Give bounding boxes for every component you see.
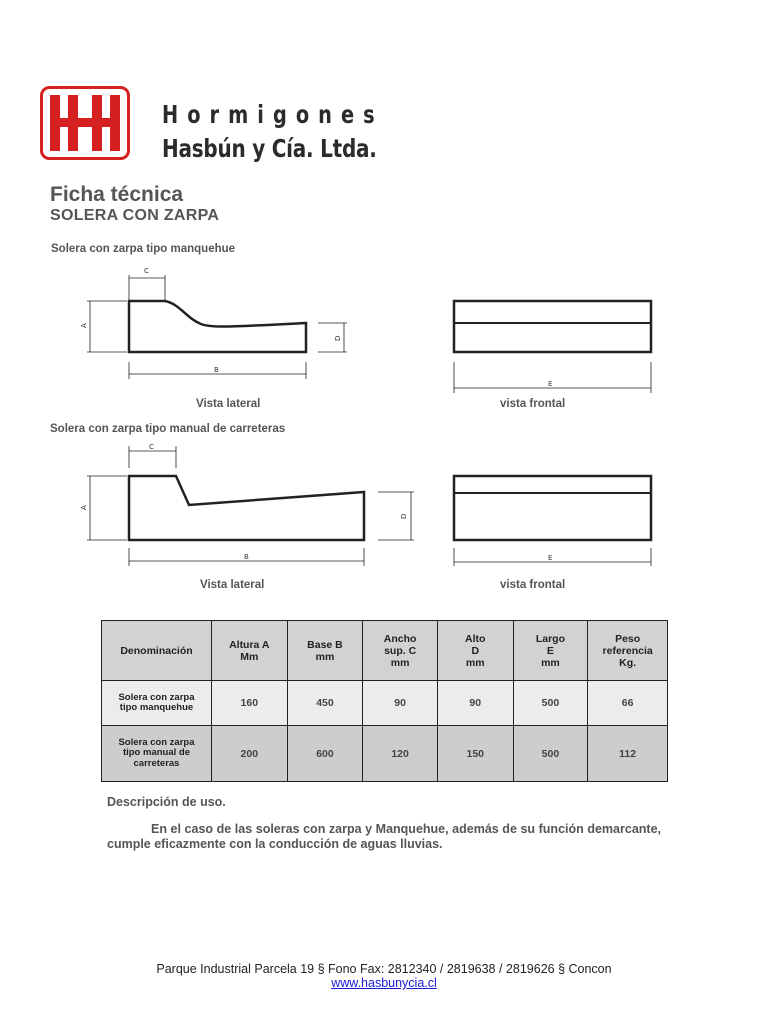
dim-c-label: C bbox=[149, 443, 154, 451]
drawing-carreteras-label: Solera con zarpa tipo manual de carreteras bbox=[50, 423, 286, 435]
table-cell: 450 bbox=[287, 681, 363, 726]
dim-b-label: B bbox=[244, 553, 249, 561]
carreteras-lateral-label: Vista lateral bbox=[200, 579, 265, 591]
table-cell: 200 bbox=[211, 726, 287, 782]
table-row bbox=[102, 726, 668, 782]
manquehue-frontal-label: vista frontal bbox=[500, 398, 566, 410]
manquehue-lateral-profile bbox=[129, 301, 306, 352]
manquehue-frontal-view bbox=[454, 301, 651, 352]
carreteras-frontal-view bbox=[454, 476, 651, 540]
table-header-cell: Largo E mm bbox=[513, 621, 588, 681]
table-header-row bbox=[102, 621, 668, 681]
table-cell: 600 bbox=[287, 726, 363, 782]
drawing-manquehue-label: Solera con zarpa tipo manquehue bbox=[51, 243, 236, 255]
dim-d-label: D bbox=[400, 513, 408, 519]
dim-d-label: D bbox=[334, 335, 342, 341]
table-cell: 150 bbox=[437, 726, 513, 782]
table-header-cell: Denominación bbox=[102, 621, 212, 681]
footer bbox=[0, 962, 768, 990]
table-header-cell: Base B mm bbox=[287, 621, 363, 681]
carreteras-lateral-profile bbox=[129, 476, 364, 540]
carreteras-frontal-label: vista frontal bbox=[500, 579, 566, 591]
brand-name-line1: Hormigones bbox=[162, 100, 384, 129]
table-header-cell: Ancho sup. C mm bbox=[363, 621, 438, 681]
dim-e-label: E bbox=[548, 380, 553, 388]
row-name-cell: Solera con zarpa tipo manquehue bbox=[102, 681, 212, 726]
row-name-cell: Solera con zarpa tipo manual de carreteras bbox=[102, 726, 212, 782]
dim-e-label: E bbox=[548, 554, 553, 562]
dim-b-label: B bbox=[214, 366, 219, 374]
table-header-cell: Altura A Mm bbox=[211, 621, 287, 681]
specifications-table bbox=[101, 620, 668, 782]
description-text: En el caso de las soleras con zarpa y Manquehue, además de su función demarcante, cumple eficazmente con la conducción de aguas lluvias. bbox=[107, 822, 661, 851]
website-link[interactable]: www.hasbunycia.cl bbox=[331, 976, 437, 990]
dim-c-label: C bbox=[144, 267, 149, 275]
table-cell: 120 bbox=[363, 726, 438, 782]
description-heading: Descripción de uso. bbox=[107, 795, 226, 809]
footer-address: Parque Industrial Parcela 19 § Fono Fax: 2812340 / 2819638 / 2819626 § Concon bbox=[156, 962, 612, 976]
table-cell: 66 bbox=[588, 681, 668, 726]
manquehue-lateral-label: Vista lateral bbox=[196, 398, 261, 410]
table-cell: 90 bbox=[437, 681, 513, 726]
table-row bbox=[102, 681, 668, 726]
table-cell: 500 bbox=[513, 726, 588, 782]
table-header-cell: Alto D mm bbox=[437, 621, 513, 681]
page-subtitle: SOLERA CON ZARPA bbox=[50, 207, 220, 224]
dim-a-label: A bbox=[80, 505, 88, 510]
table-header-cell: Peso referencia Kg. bbox=[588, 621, 668, 681]
table-cell: 112 bbox=[588, 726, 668, 782]
table-cell: 90 bbox=[363, 681, 438, 726]
brand-name-line2: Hasbún y Cía. Ltda. bbox=[162, 134, 377, 163]
dim-a-label: A bbox=[80, 323, 88, 328]
table-cell: 160 bbox=[211, 681, 287, 726]
page-title: Ficha técnica bbox=[50, 183, 184, 206]
table-cell: 500 bbox=[513, 681, 588, 726]
